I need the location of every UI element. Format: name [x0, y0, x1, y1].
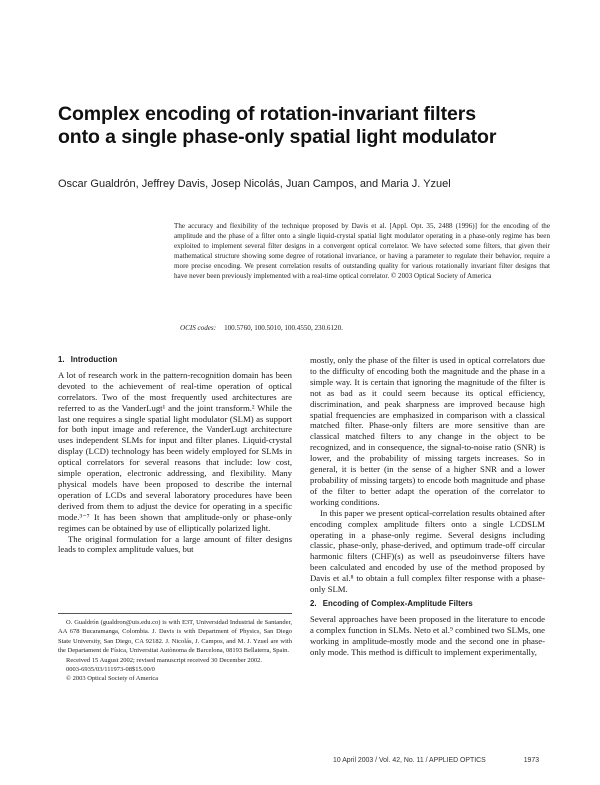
page-number: 1973 — [523, 757, 540, 764]
ocis-values: 100.5760, 100.5010, 100.4550, 230.6120. — [224, 324, 343, 332]
intro-paragraph-3: mostly, only the phase of the filter is used in optical correlators due to the difficulty of encoding both the magnitude and the phase in a simple way. It is certain that ignoring the magnitude of the filter is not as bad as it could seem because its optical efficiency, discrimination, and peak sharpness are improved because high spatial frequencies are emphasized in comparison with a classical matched filter. Phase-only filters are more sensitive than are classical matched filters to any change in the object to be recognized, and in consequence, the signal-to-noise ratio (SNR) is lower, and the probability of missing targets increases. So in general, it is better (in the sense of a higher SNR and a lower probability of missing targets) to encode both magnitude and phase of the filter to better adapt the operation of the correlator to working conditions. — [310, 355, 545, 507]
abstract — [174, 221, 550, 282]
intro-paragraph-4: In this paper we present optical-correlation results obtained after encoding complex amplitude filters onto a single LCDSLM operating in a phase-only regime. Several designs including classic, phase-only, phase-derived, and optimum trade-off circular harmonic filters (CHF)(s) as well as pseudoinverse filters have been calculated and encoded by use of the method proposed by Davis et al.⁸ to obtain a full complex filter response with a phase-only SLM. — [310, 507, 545, 595]
title-line-2: onto a single phase-only spatial light modulator — [58, 126, 497, 148]
section-2-paragraph-1: Several approaches have been proposed in the literature to encode a complex function in SLMs. Neto et al.⁹ combined two SLMs, one working in amplitude-mostly mode and the second one in phase-only mode. This method is difficult to implement experimentally, — [310, 613, 545, 657]
intro-paragraph-2: The original formulation for a large amount of filter designs leads to complex amplitude values, but — [58, 533, 292, 555]
author-list: Oscar Gualdrón, Jeffrey Davis, Josep Nicolás, Juan Campos, and Maria J. Yzuel — [58, 178, 451, 190]
left-column — [58, 355, 292, 555]
footnote-affiliations: O. Gualdrón (gualdron@uis.edu.co) is with E3T, Universidad Industrial de Santander, AA 678 Bucaramanga, Colombia. J. Davis is with Department of Physics, San Diego State University, San Diego, CA 92182. J. Nicolás, J. Campos, and M. J. Yzuel are with the Departament de Física, Universitat Autònoma de Barcelona, 08193 Bellaterra, Spain. — [58, 619, 292, 655]
section-1-heading — [58, 355, 292, 366]
section-1-title: Introduction — [70, 355, 118, 364]
journal-citation: 10 April 2003 / Vol. 42, No. 11 / APPLIED OPTICS — [333, 757, 486, 764]
intro-paragraph-1: A lot of research work in the pattern-recognition domain has been devoted to the achievement of real-time operation of optical correlators. Two of the most frequently used architectures are referred to as the VanderLugt¹ and the joint transform.² While the last one requires a single spatial light modulator (SLM) as support for both input image and reference, the VanderLugt architecture uses independent SLMs for input and filter planes. Liquid-crystal display (LCD) technology has been widely employed for SLMs in optical correlators for several reasons that include: low cost, simple operation, electronic addressing, and flexibility. Many physical models have been proposed to describe the internal operation of LCDs and several laboratory procedures have been derived from them to adjust the device for operating in a specific mode.³⁻⁷ It has been shown that amplitude-only or phase-only regimes can be obtained by use of elliptically polarized light. — [58, 369, 292, 533]
footnote-received: Received 15 August 2002; revised manuscript received 30 December 2002. — [66, 656, 263, 664]
footnote-rule — [58, 613, 292, 614]
footnote-copyright: © 2003 Optical Society of America — [66, 675, 159, 683]
abstract-text: The accuracy and flexibility of the technique proposed by Davis et al. [Appl. Opt. 35, 2488 (1996)] for the encoding of the amplitude and the phase of a filter onto a single liquid-crystal spatial light modulator operating in a phase-only regime has been exploited to implement several filter designs in a convergent optical correlator. We have selected some filters, that given their mathematical structure showing some degree of rotational invariance, or having a parameter to regulate their behavior, require a more precise encoding. We present correlation results of outstanding quality for various rotationally invariant filter designs that have never been previously implemented with a real-time optical correlator. © 2003 Optical Society of America — [174, 222, 550, 281]
right-column — [310, 355, 545, 657]
section-1-number: 1. — [58, 355, 65, 364]
section-2-title: Encoding of Complex-Amplitude Filters — [322, 598, 473, 608]
section-2-number: 2. — [310, 598, 317, 608]
footnote-code: 0003-6935/03/111973-08$15.00/0 — [66, 666, 155, 674]
ocis-label: OCIS codes: — [180, 324, 217, 332]
paper-title — [58, 103, 558, 149]
section-2-heading — [310, 599, 545, 610]
ocis-codes — [180, 324, 343, 332]
affiliation-footnote — [58, 613, 292, 684]
title-line-1: Complex encoding of rotation-invariant filters — [58, 103, 476, 125]
page-footer — [333, 757, 539, 764]
